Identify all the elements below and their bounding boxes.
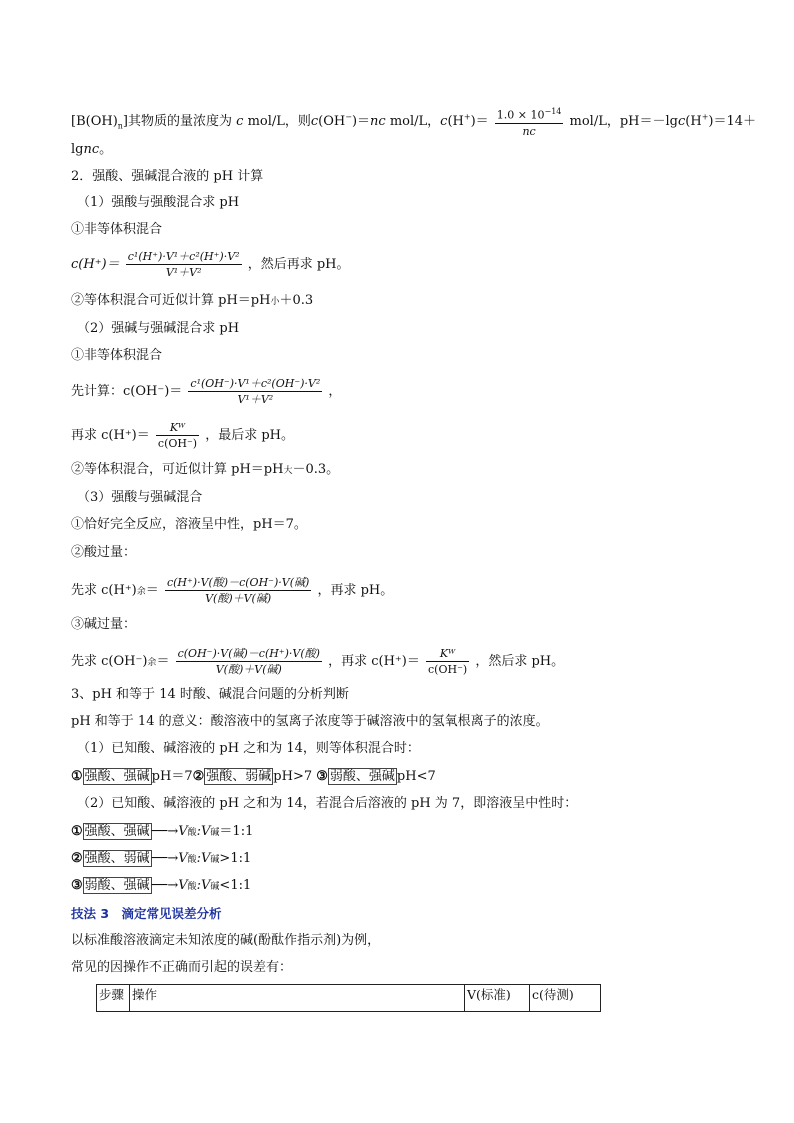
formula-line-2: lgnc。	[71, 142, 113, 157]
skill-3-intro: 以标准酸溶液滴定未知浓度的碱(酚酞作指示剂)为例，	[71, 933, 381, 948]
error-table	[96, 984, 601, 1012]
formula-f2: 先计算：c(OH⁻)＝ $\frac{\text{c¹(OH⁻)·V¹＋c²(OH⁻)·V²}}{\text{V¹＋V²}}$ ，	[71, 377, 342, 406]
case-item: ③ 弱酸、强碱 ──→V酸:V碱<1:1	[71, 878, 252, 893]
case-item: ② 强酸、弱碱 ──→V酸:V碱>1:1	[71, 851, 252, 866]
item-2-3b: ②酸过量：	[71, 545, 137, 560]
item-2-3a: ①恰好完全反应，溶液呈中性，pH＝7。	[71, 517, 307, 532]
subsection-2-3: （3）强酸与强碱混合	[77, 490, 203, 505]
skill-3-heading: 技法 3 滴定常见误差分析	[71, 906, 222, 921]
case-item: ① 强酸、强碱 ──→V酸:V碱＝1:1	[71, 824, 254, 839]
formula-f5: 先求 c(OH⁻)余＝ $\frac{\text{c(OH⁻)·V(碱)－c(H⁺)·V(酸)}}{\text{V(酸)＋V(碱)}}$ ，再求 c(H⁺)＝ $\frac{\text{Kᵂ}}{c(OH^-)}$ ，然后求 pH。	[71, 647, 565, 676]
subsection-2-2: （2）强碱与强碱混合求 pH	[77, 321, 240, 336]
table-header: 步骤	[97, 985, 130, 1012]
formula-f3: 再求 c(H⁺)＝ $\frac{\text{Kᵂ}}{c(OH^-)}$ ，最后求 pH。	[71, 421, 295, 450]
table-header-row	[97, 985, 601, 1012]
item-2-1a: ①非等体积混合	[71, 222, 163, 237]
case-line-3-1: ① 强酸、强碱 pH＝7② 强酸、弱碱 pH>7 ③ 弱酸、强碱 pH<7	[71, 769, 436, 784]
subsection-3-1: （1）已知酸、碱溶液的 pH 之和为 14，则等体积混合时：	[77, 741, 420, 756]
item-2-1b: ②等体积混合可近似计算 pH＝pH小＋0.3	[71, 293, 314, 308]
item-2-3c: ③碱过量：	[71, 617, 137, 632]
section-3-meaning: pH 和等于 14 的意义：酸溶液中的氢离子浓度等于碱溶液中的氢氧根离子的浓度。	[71, 714, 549, 729]
table-header: 操作	[130, 985, 465, 1012]
section-3-title: 3、pH 和等于 14 时酸、碱混合问题的分析判断	[71, 687, 349, 702]
skill-3-intro-2: 常见的因操作不正确而引起的误差有：	[71, 960, 293, 975]
subsection-3-2: （2）已知酸、碱溶液的 pH 之和为 14，若混合后溶液的 pH 为 7，即溶液呈中性时：	[77, 796, 578, 811]
formula-f4: 先求 c(H⁺)余＝ $\frac{\text{c(H⁺)·V(酸)－c(OH⁻)·V(碱)}}{\text{V(酸)＋V(碱)}}$ ，再求 pH。	[71, 576, 394, 605]
fraction: $\frac{1.0 \times 10^{-14}}{nc}$	[495, 104, 564, 139]
formula-f1: c(H⁺)＝ $\frac{\text{c¹(H⁺)·V¹＋c²(H⁺)·V²}}{\text{V¹＋V²}}$ ，然后再求 pH。	[71, 250, 350, 279]
table-header: V(标准)	[465, 985, 530, 1012]
item-2-2b: ②等体积混合，可近似计算 pH＝pH大－0.3。	[71, 462, 340, 477]
formula-line-1: $[B(OH)_n]$其物质的量浓度为 c mol/L，则c(OH−)＝nc mol/L，c(H+)＝ $\frac{1.0 \times 10^{-14}}{nc}$ mol/L，pH＝－lgc(H+)＝14＋	[71, 104, 756, 139]
table-header: c(待测)	[530, 985, 601, 1012]
subsection-2-1: （1）强酸与强酸混合求 pH	[77, 195, 240, 210]
section-2-title: 2．强酸、强碱混合液的 pH 计算	[71, 169, 264, 184]
item-2-2a: ①非等体积混合	[71, 348, 163, 363]
